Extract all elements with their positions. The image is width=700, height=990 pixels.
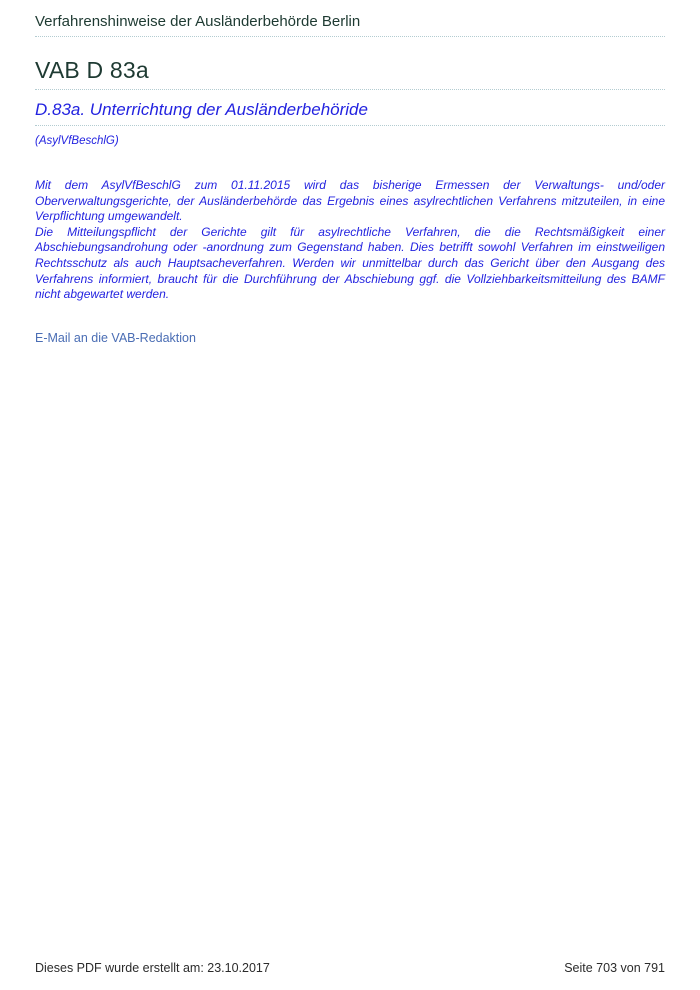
- footer-page-number: Seite 703 von 791: [564, 961, 665, 975]
- footer-created-date: Dieses PDF wurde erstellt am: 23.10.2017: [35, 961, 270, 975]
- body-paragraph: Die Mitteilungspflicht der Gerichte gilt für asylrechtliche Verfahren, die die Rechtsmäßigkeit einer Abschiebungsandrohung oder -anordnung zum Gegenstand haben. Dies betrifft sowohl Verfahren im einstweiligen Rechtsschutz als auch Hauptsacheverfahren. Werden wir unmittelbar durch das Gericht über den Ausgang des Verfahrens informiert, braucht für die Durchführung der Abschiebung ggf. die Vollziehbarkeitsmitteilung des BAMF nicht abgewartet werden.: [35, 224, 665, 302]
- document-header-title: Verfahrenshinweise der Ausländerbehörde Berlin: [35, 0, 665, 37]
- body-paragraph: Mit dem AsylVfBeschlG zum 01.11.2015 wird das bisherige Ermessen der Verwaltungs- und/oder Oberverwaltungsgerichte, der Ausländerbehörde das Ergebnis eines asylrechtlichen Verfahrens mitzuteilen, in eine Verpflichtung umgewandelt.: [35, 178, 665, 224]
- email-redaktion-link[interactable]: E-Mail an die VAB-Redaktion: [35, 330, 196, 345]
- section-heading: D.83a. Unterrichtung der Ausländerbehöride: [35, 100, 665, 126]
- page-footer: [35, 961, 665, 975]
- body-text-block: [35, 178, 665, 303]
- section-subtitle: (AsylVfBeschlG): [35, 135, 119, 147]
- page-title: VAB D 83a: [35, 57, 665, 90]
